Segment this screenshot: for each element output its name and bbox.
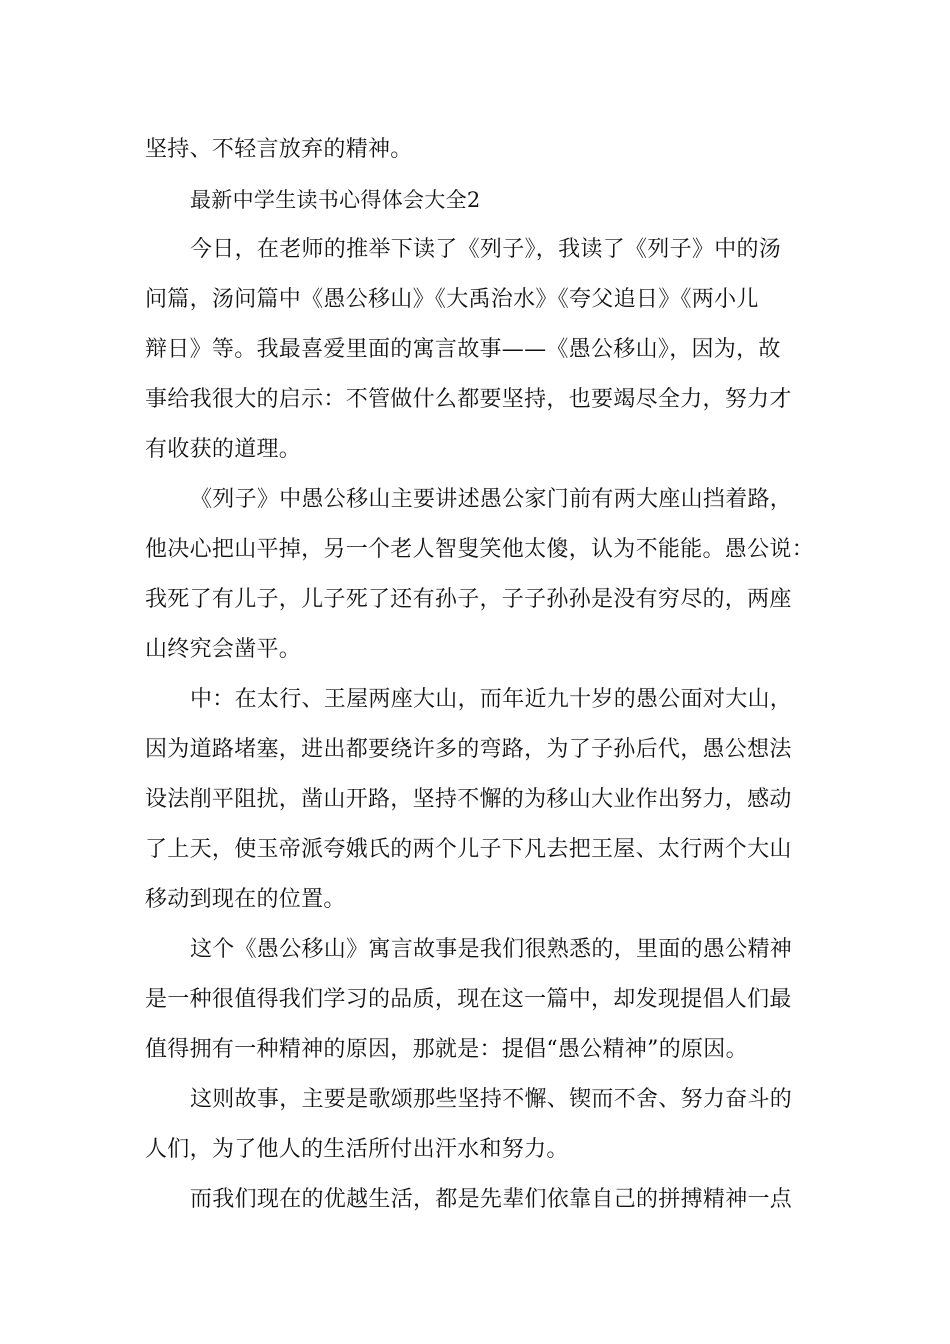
text-line: 这则故事，主要是歌颂那些坚持不懈、锲而不舍、努力奋斗的	[190, 1087, 793, 1112]
text-line: 事给我很大的启示：不管做什么都要坚持，也要竭尽全力，努力才	[145, 387, 792, 412]
text-line: 移动到现在的位置。	[145, 887, 346, 912]
text-line: 我死了有儿子，儿子死了还有孙子，子子孙孙是没有穷尽的，两座	[145, 587, 792, 612]
text-line: 中：在太行、王屋两座大山，而年近九十岁的愚公面对大山，	[190, 687, 793, 712]
text-line: 这个《愚公移山》寓言故事是我们很熟悉的，里面的愚公精神	[190, 937, 793, 962]
text-line: 山终究会凿平。	[145, 637, 302, 662]
text-line: 今日，在老师的推举下读了《列子》，我读了《列子》中的汤	[190, 237, 782, 262]
text-line: 问篇，汤问篇中《愚公移山》《大禹治水》《夸父追日》《两小儿	[145, 287, 759, 312]
text-line: 设法削平阻扰，凿山开路，坚持不懈的为移山大业作出努力，感动	[145, 787, 792, 812]
text-line: 了上天，使玉帝派夸娥氏的两个儿子下凡去把王屋、太行两个大山	[145, 837, 792, 862]
text-line: 《列子》中愚公移山主要讲述愚公家门前有两大座山挡着路，	[190, 487, 793, 512]
text-line: 因为道路堵塞，进出都要绕许多的弯路，为了子孙后代，愚公想法	[145, 737, 792, 762]
text-line: 人们，为了他人的生活所付出汗水和努力。	[145, 1137, 569, 1162]
text-line: 值得拥有一种精神的原因，那就是：提倡“愚公精神”的原因。	[145, 1037, 748, 1062]
text-line: 有收获的道理。	[145, 437, 302, 462]
text-line: 辩日》等。我最喜爱里面的寓言故事——《愚公移山》，因为，故	[145, 337, 781, 362]
text-line: 是一种很值得我们学习的品质，现在这一篇中，却发现提倡人们最	[145, 987, 792, 1012]
text-line: 而我们现在的优越生活，都是先辈们依靠自己的拼搏精神一点	[190, 1187, 793, 1212]
text-line: 坚持、不轻言放弃的精神。	[145, 137, 413, 162]
text-line: 他决心把山平掉，另一个老人智叟笑他太傻，认为不能能。愚公说：	[145, 537, 815, 562]
section-heading: 最新中学生读书心得体会大全2	[190, 188, 481, 212]
